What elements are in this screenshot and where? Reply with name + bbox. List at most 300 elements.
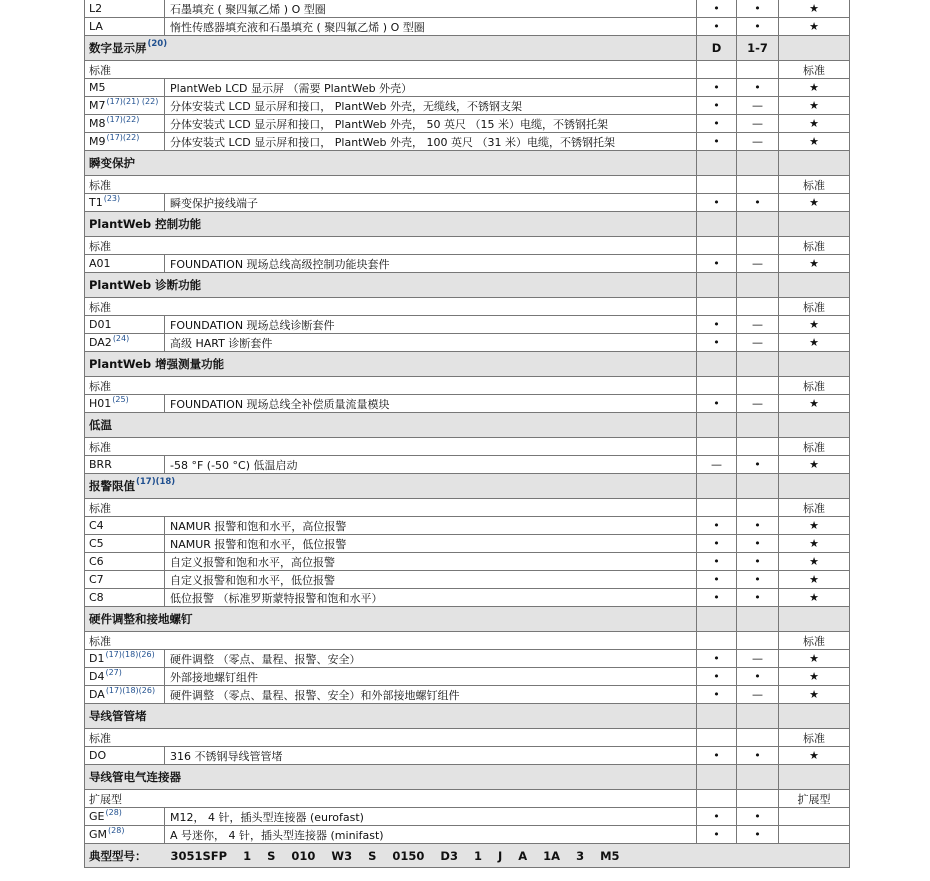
option-code [85,553,165,570]
hart-mark [737,255,779,272]
footnote-ref: (17)(22) [106,133,140,142]
option-description: 硬件调整 （零点、量程、报警、安全）和外部接地螺钉组件 [165,686,697,703]
availability-mark [779,115,849,132]
availability-mark-symbol: ★ [809,117,819,130]
hart-mark [737,194,779,211]
availability-mark-symbol: ★ [809,537,819,550]
option-code [85,571,165,588]
availability-mark [779,61,849,78]
option-code [85,456,165,473]
hart-mark [737,97,779,114]
subheader-title [85,438,697,455]
hart-mark [737,0,779,17]
foundation-fieldbus-mark [697,255,737,272]
subheader-row [85,790,849,808]
hart-mark [737,535,779,552]
hart-mark-symbol: • [754,810,761,823]
footnote-ref: (28) [108,826,125,835]
foundation-fieldbus-mark-symbol: D [711,41,722,55]
hart-mark [737,273,779,297]
section-header-row [85,151,849,176]
availability-mark-symbol: ★ [809,257,819,270]
section-title-text: 数字显示屏 [89,41,147,55]
foundation-fieldbus-mark [697,18,737,35]
subheader-text: 标准 [89,63,111,77]
hart-mark [737,298,779,315]
availability-mark [779,704,849,728]
foundation-fieldbus-mark [697,474,737,498]
section-title [85,273,697,297]
model-code-part: S [368,848,377,863]
section-title-text: 低温 [89,418,112,432]
availability-mark-symbol: ★ [809,573,819,586]
foundation-fieldbus-mark [697,571,737,588]
availability-mark [779,273,849,297]
subheader-row [85,632,849,650]
option-row [85,517,849,535]
availability-mark [779,18,849,35]
section-header-row [85,413,849,438]
availability-mark-symbol: 标准 [803,178,825,192]
hart-mark-symbol: — [752,336,763,349]
option-code-text: GE [89,810,105,823]
hart-mark [737,79,779,96]
availability-mark-symbol: ★ [809,519,819,532]
option-code-text: C6 [89,555,104,568]
availability-mark [779,255,849,272]
subheader-text: 标准 [89,239,111,253]
availability-mark [779,194,849,211]
foundation-fieldbus-mark [697,316,737,333]
section-header-row [85,607,849,632]
subheader-text: 标准 [89,501,111,515]
hart-mark-symbol: — [752,318,763,331]
section-header-row [85,36,849,61]
availability-mark [779,535,849,552]
availability-mark [779,553,849,570]
hart-mark [737,571,779,588]
availability-mark [779,395,849,412]
footnote-ref: (23) [103,194,121,203]
foundation-fieldbus-mark-symbol: • [713,257,720,270]
option-code-text: C5 [89,537,104,550]
footnote-ref: (17)(18)(26) [105,686,156,695]
option-code-text: C8 [89,591,104,604]
availability-mark [779,377,849,394]
option-row [85,255,849,273]
footnote-ref: (17)(18) [136,477,176,487]
foundation-fieldbus-mark [697,438,737,455]
foundation-fieldbus-mark [697,650,737,667]
hart-mark-symbol: • [754,828,761,841]
section-title-text: PlantWeb 控制功能 [89,217,202,231]
hart-mark [737,607,779,631]
option-code [85,18,165,35]
subheader-text: 标准 [89,634,111,648]
foundation-fieldbus-mark [697,352,737,376]
availability-mark-symbol: ★ [809,336,819,349]
hart-mark [737,61,779,78]
footnote-ref: (17)(21) (22) [106,97,159,106]
foundation-fieldbus-mark [697,704,737,728]
hart-mark [737,499,779,516]
hart-mark [737,212,779,236]
foundation-fieldbus-mark [697,36,737,60]
availability-mark [779,298,849,315]
availability-mark [779,36,849,60]
hart-mark [737,808,779,825]
foundation-fieldbus-mark-symbol: • [713,591,720,604]
foundation-fieldbus-mark-symbol: • [713,81,720,94]
option-code-text: C7 [89,573,104,586]
availability-mark-symbol: ★ [809,688,819,701]
section-header-row [85,765,849,790]
foundation-fieldbus-mark [697,589,737,606]
option-code [85,334,165,351]
option-description: 自定义报警和饱和水平，高位报警 [165,553,697,570]
option-code [85,316,165,333]
availability-mark-symbol: ★ [809,318,819,331]
availability-mark-symbol: 标准 [803,634,825,648]
section-title [85,352,697,376]
foundation-fieldbus-mark [697,334,737,351]
section-title-text: 硬件调整和接地螺钉 [89,612,193,626]
availability-mark [779,438,849,455]
availability-mark [779,316,849,333]
subheader-row [85,377,849,395]
availability-mark [779,589,849,606]
model-code-part: 1A [543,848,561,863]
foundation-fieldbus-mark-symbol: • [713,336,720,349]
availability-mark [779,334,849,351]
hart-mark-symbol: • [754,749,761,762]
hart-mark-symbol: • [754,591,761,604]
hart-mark [737,747,779,764]
availability-mark-symbol: ★ [809,135,819,148]
subheader-text: 标准 [89,300,111,314]
hart-mark-symbol: • [754,196,761,209]
availability-mark [779,79,849,96]
foundation-fieldbus-mark [697,194,737,211]
subheader-text: 标准 [89,379,111,393]
foundation-fieldbus-mark-symbol: • [713,20,720,33]
availability-mark-symbol: 标准 [803,731,825,745]
hart-mark [737,115,779,132]
option-code-text: DA [89,688,105,701]
option-description: M12， 4 针，插头型连接器 (eurofast) [165,808,697,825]
foundation-fieldbus-mark [697,298,737,315]
option-code-text: C4 [89,519,104,532]
option-description: 瞬变保护接线端子 [165,194,697,211]
typical-model-label: 典型型号： [89,848,147,863]
subheader-row [85,237,849,255]
option-description: 硬件调整 （零点、量程、报警、安全） [165,650,697,667]
foundation-fieldbus-mark [697,668,737,685]
option-description: 分体安装式 LCD 显示屏和接口， PlantWeb 外壳， 100 英尺 （31 米）电缆，不锈钢托架 [165,133,697,150]
foundation-fieldbus-mark [697,790,737,807]
availability-mark-symbol: 标准 [803,501,825,515]
option-code-text: LA [89,20,103,33]
option-row [85,0,849,18]
option-code-text: DO [89,749,107,762]
model-code-part: 1 [243,848,252,863]
hart-mark-symbol: — [752,99,763,112]
foundation-fieldbus-mark-symbol: • [713,828,720,841]
foundation-fieldbus-mark [697,517,737,534]
hart-mark-symbol: • [754,537,761,550]
availability-mark [779,790,849,807]
availability-mark [779,686,849,703]
section-title-text: 报警限值 [89,479,135,493]
foundation-fieldbus-mark [697,747,737,764]
option-code [85,668,165,685]
model-code-part: 010 [291,848,316,863]
availability-mark [779,97,849,114]
hart-mark-symbol: — [752,135,763,148]
foundation-fieldbus-mark [697,61,737,78]
section-title [85,474,697,498]
footnote-ref: (28) [105,808,122,817]
section-title-text: 导线管管堵 [89,709,147,723]
option-code-text: D01 [89,318,112,331]
hart-mark-symbol: • [754,458,761,471]
option-row [85,334,849,352]
option-row [85,668,849,686]
section-title-text: 导线管电气连接器 [89,770,181,784]
option-code [85,650,165,667]
hart-mark-symbol: — [752,257,763,270]
option-row [85,535,849,553]
availability-mark-symbol: ★ [809,81,819,94]
availability-mark-symbol: ★ [809,397,819,410]
foundation-fieldbus-mark [697,395,737,412]
option-row [85,395,849,413]
foundation-fieldbus-mark [697,499,737,516]
availability-mark-symbol: 扩展型 [797,792,831,806]
subheader-text: 标准 [89,731,111,745]
section-header-row [85,273,849,298]
foundation-fieldbus-mark [697,273,737,297]
foundation-fieldbus-mark-symbol: • [713,196,720,209]
subheader-text: 标准 [89,440,111,454]
subheader-row [85,438,849,456]
option-row [85,115,849,133]
option-row [85,826,849,844]
foundation-fieldbus-mark-symbol: • [713,117,720,130]
foundation-fieldbus-mark [697,826,737,843]
hart-mark [737,474,779,498]
hart-mark [737,36,779,60]
foundation-fieldbus-mark [697,377,737,394]
availability-mark [779,237,849,254]
option-code-text: M9 [89,135,106,148]
section-title-text: 瞬变保护 [89,156,135,170]
foundation-fieldbus-mark [697,79,737,96]
option-code-text: D1 [89,652,105,665]
model-code-part: 3 [576,848,585,863]
option-code [85,589,165,606]
availability-mark-symbol: 标准 [803,63,825,77]
availability-mark [779,499,849,516]
section-title [85,607,697,631]
section-title-text: PlantWeb 增强测量功能 [89,357,225,371]
hart-mark [737,686,779,703]
hart-mark [737,133,779,150]
option-code-text: M7 [89,99,106,112]
hart-mark [737,553,779,570]
foundation-fieldbus-mark-symbol: • [713,749,720,762]
option-row [85,808,849,826]
option-row [85,553,849,571]
option-description: NAMUR 报警和饱和水平，高位报警 [165,517,697,534]
foundation-fieldbus-mark-symbol: • [713,135,720,148]
hart-mark [737,334,779,351]
hart-mark-symbol: • [754,2,761,15]
option-row [85,589,849,607]
option-code-text: L2 [89,2,103,15]
subheader-text: 标准 [89,178,111,192]
foundation-fieldbus-mark [697,176,737,193]
availability-mark-symbol: 标准 [803,379,825,393]
hart-mark [737,668,779,685]
availability-mark [779,0,849,17]
option-row [85,194,849,212]
foundation-fieldbus-mark-symbol: • [713,670,720,683]
hart-mark [737,589,779,606]
availability-mark-symbol: ★ [809,749,819,762]
section-title [85,36,697,60]
availability-mark-symbol: ★ [809,99,819,112]
section-title [85,704,697,728]
option-description: 石墨填充 ( 聚四氟乙烯 ) O 型圈 [165,0,697,17]
availability-mark-symbol: ★ [809,591,819,604]
option-row [85,97,849,115]
availability-mark [779,133,849,150]
subheader-title [85,729,697,746]
option-description: FOUNDATION 现场总线诊断套件 [165,316,697,333]
option-code [85,517,165,534]
hart-mark [737,650,779,667]
foundation-fieldbus-mark [697,632,737,649]
foundation-fieldbus-mark-symbol: • [713,810,720,823]
option-description: FOUNDATION 现场总线全补偿质量流量模块 [165,395,697,412]
hart-mark [737,826,779,843]
subheader-row [85,499,849,517]
options-table [84,0,850,868]
foundation-fieldbus-mark [697,535,737,552]
availability-mark-symbol: 标准 [803,300,825,314]
option-row [85,133,849,151]
foundation-fieldbus-mark [697,607,737,631]
availability-mark-symbol: ★ [809,670,819,683]
section-header-row [85,704,849,729]
availability-mark [779,176,849,193]
option-code [85,747,165,764]
subheader-row [85,729,849,747]
hart-mark-symbol: 1-7 [747,41,768,55]
section-title [85,413,697,437]
option-description: 自定义报警和饱和水平，低位报警 [165,571,697,588]
hart-mark [737,438,779,455]
availability-mark-symbol: 标准 [803,440,825,454]
hart-mark [737,237,779,254]
hart-mark-symbol: — [752,688,763,701]
hart-mark-symbol: • [754,81,761,94]
foundation-fieldbus-mark [697,553,737,570]
subheader-row [85,298,849,316]
subheader-title [85,61,697,78]
option-description: PlantWeb LCD 显示屏 （需要 PlantWeb 外壳） [165,79,697,96]
option-description: 惰性传感器填充液和石墨填充 ( 聚四氟乙烯 ) O 型圈 [165,18,697,35]
option-description: NAMUR 报警和饱和水平，低位报警 [165,535,697,552]
option-row [85,79,849,97]
subheader-row [85,176,849,194]
foundation-fieldbus-mark [697,413,737,437]
model-code-part: A [518,848,528,863]
option-description: 外部接地螺钉组件 [165,668,697,685]
availability-mark [779,352,849,376]
foundation-fieldbus-mark-symbol: • [713,688,720,701]
option-description: 低位报警 （标准罗斯蒙特报警和饱和水平） [165,589,697,606]
option-row [85,456,849,474]
availability-mark [779,517,849,534]
subheader-title [85,632,697,649]
option-description: FOUNDATION 现场总线高级控制功能块套件 [165,255,697,272]
availability-mark [779,212,849,236]
hart-mark [737,151,779,175]
subheader-row [85,61,849,79]
foundation-fieldbus-mark-symbol: • [713,318,720,331]
availability-mark [779,151,849,175]
footnote-ref: (17)(18)(26) [105,650,155,659]
option-description: 分体安装式 LCD 显示屏和接口， PlantWeb 外壳，无缆线，不锈钢支架 [165,97,697,114]
hart-mark [737,456,779,473]
hart-mark-symbol: — [752,652,763,665]
option-description: 316 不锈钢导线管管堵 [165,747,697,764]
hart-mark [737,395,779,412]
option-code-text: H01 [89,397,112,410]
foundation-fieldbus-mark [697,808,737,825]
availability-mark [779,413,849,437]
footnote-ref: (24) [112,334,130,343]
foundation-fieldbus-mark [697,133,737,150]
option-code-text: A01 [89,257,111,270]
option-code [85,194,165,211]
hart-mark [737,790,779,807]
footnote-ref: (20) [147,39,168,49]
subheader-title [85,176,697,193]
option-description: 分体安装式 LCD 显示屏和接口， PlantWeb 外壳， 50 英尺 （15 米）电缆，不锈钢托架 [165,115,697,132]
section-title [85,212,697,236]
availability-mark [779,826,849,843]
availability-mark-symbol: ★ [809,458,819,471]
foundation-fieldbus-mark-symbol: • [713,555,720,568]
section-header-row [85,212,849,237]
subheader-title [85,237,697,254]
foundation-fieldbus-mark [697,456,737,473]
option-code [85,535,165,552]
hart-mark-symbol: • [754,573,761,586]
option-row [85,650,849,668]
option-code-text: BRR [89,458,112,471]
model-code-part: 1 [473,848,482,863]
option-code-text: DA2 [89,336,112,349]
foundation-fieldbus-mark [697,0,737,17]
option-code [85,808,165,825]
hart-mark [737,704,779,728]
hart-mark-symbol: — [752,117,763,130]
availability-mark [779,571,849,588]
